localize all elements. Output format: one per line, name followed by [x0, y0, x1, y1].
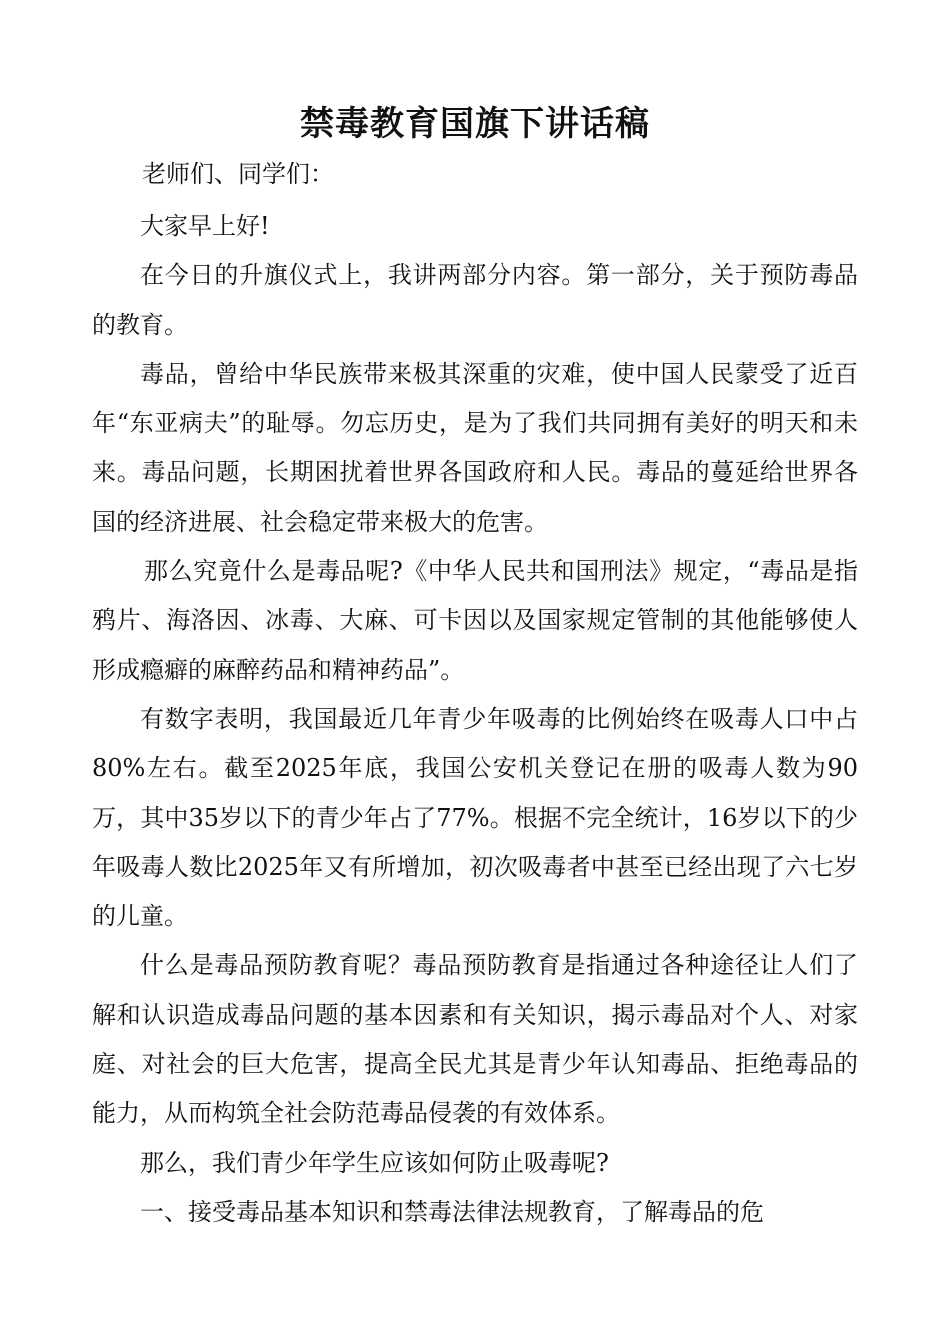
- paragraph-intro: 在今日的升旗仪式上，我讲两部分内容。第一部分，关于预防毒品的教育。: [92, 261, 858, 339]
- paragraph-statistics: 有数字表明，我国最近几年青少年吸毒的比例始终在吸毒人口中占80%左右。截至2025年底，我国公安机关登记在册的吸毒人数为90万，其中35岁以下的青少年占了77%。根据不完全统计，16岁以下的少年吸毒人数比2025年又有所增加，初次吸毒者中甚至已经出现了六七岁的儿童。: [92, 704, 858, 931]
- paragraph-question: 那么，我们青少年学生应该如何防止吸毒呢?: [140, 1148, 609, 1177]
- paragraph-prevention-education: 什么是毒品预防教育呢？毒品预防教育是指通过各种途径让人们了解和认识造成毒品问题的基本因素和有关知识，揭示毒品对个人、对家庭、对社会的巨大危害，提高全民尤其是青少年认知毒品、拒绝毒品的能力，从而构筑全社会防范毒品侵袭的有效体系。: [92, 951, 858, 1128]
- salutation: 老师们、同学们：: [142, 160, 334, 188]
- document-body: [92, 202, 858, 1237]
- paragraph-definition: 那么究竟什么是毒品呢?《中华人民共和国刑法》规定，“毒品是指鸦片、海洛因、冰毒、大麻、可卡因以及国家规定管制的其他能够使人形成瘾癖的麻醉药品和精神药品”。: [92, 557, 858, 684]
- paragraph-point-one: 一、接受毒品基本知识和禁毒法律法规教育，了解毒品的危: [140, 1197, 764, 1226]
- paragraph-history: 毒品，曾给中华民族带来极其深重的灾难，使中国人民蒙受了近百年“东亚病夫”的耻辱。勿忘历史，是为了我们共同拥有美好的明天和未来。毒品问题，长期困扰着世界各国政府和人民。毒品的蔓延给世界各国的经济进展、社会稳定带来极大的危害。: [92, 359, 858, 536]
- document-title: 禁毒教育国旗下讲话稿: [300, 104, 650, 144]
- paragraph-greeting: 大家早上好!: [140, 212, 270, 240]
